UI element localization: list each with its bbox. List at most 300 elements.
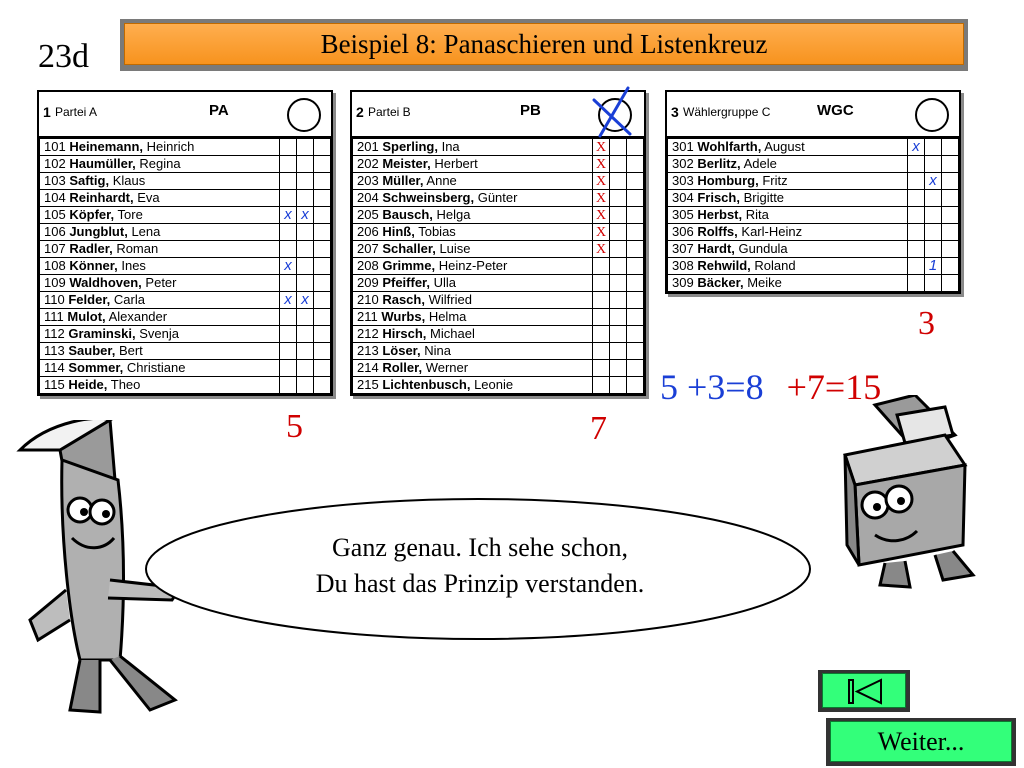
vote-cell[interactable] [593,326,610,343]
candidate-first-name: Regina [139,156,181,171]
candidate-first-name: Tore [117,207,143,222]
candidate-number: 110 [44,292,65,307]
ballot-partei-a [37,90,333,396]
vote-cell[interactable] [593,241,610,258]
vote-cell[interactable] [610,224,627,241]
vote-cell[interactable] [593,377,610,394]
candidate-first-name: Bert [118,343,143,358]
candidate-row [40,241,331,258]
vote-cell[interactable] [297,275,314,292]
candidate-first-name: Werner [425,360,469,375]
vote-mark: X [595,173,607,189]
candidate-last-name: Könner, [69,258,118,273]
candidate-name [353,173,593,190]
vote-cell[interactable] [297,156,314,173]
candidate-last-name: Hinß, [382,224,415,239]
candidate-last-name: Wurbs, [381,309,426,324]
candidate-number: 208 [357,258,379,273]
slide-number: 23d [38,38,89,75]
vote-cell[interactable] [593,360,610,377]
vote-cell[interactable] [593,190,610,207]
vote-cell[interactable] [314,224,331,241]
candidate-name [40,139,280,156]
vote-cell[interactable] [314,377,331,394]
candidate-name [353,224,593,241]
vote-cell[interactable] [942,190,959,207]
candidate-number: 113 [44,343,65,358]
vote-cell[interactable] [280,241,297,258]
vote-cell[interactable] [610,360,627,377]
candidate-row [668,275,959,292]
vote-cell[interactable] [610,241,627,258]
candidate-row [40,190,331,207]
candidate-first-name: Fritz [762,173,788,188]
candidate-row [353,139,644,156]
vote-cell[interactable] [610,207,627,224]
candidate-name [353,360,593,377]
vote-cell[interactable] [593,139,610,156]
candidate-row [40,292,331,309]
candidate-row [40,207,331,224]
candidate-name [353,207,593,224]
skip-button[interactable] [818,670,910,712]
vote-cell[interactable] [908,173,925,190]
candidate-first-name: Heinrich [146,139,195,154]
candidate-last-name: Bäcker, [697,275,744,290]
candidate-last-name: Sommer, [68,360,124,375]
vote-cell[interactable] [314,292,331,309]
next-button[interactable] [826,718,1016,766]
vote-mark: X [595,241,607,257]
candidate-last-name: Pfeiffer, [382,275,431,290]
vote-cell[interactable] [925,241,942,258]
candidate-number: 201 [357,139,379,154]
candidate-last-name: Waldhoven, [69,275,142,290]
vote-cell[interactable] [593,292,610,309]
candidate-row [353,343,644,360]
candidate-name [40,156,280,173]
candidate-last-name: Löser, [382,343,421,358]
vote-cell[interactable] [942,241,959,258]
candidate-name [40,309,280,326]
vote-cell[interactable] [925,190,942,207]
candidate-last-name: Saftig, [69,173,110,188]
vote-cell[interactable] [925,139,942,156]
candidate-row [353,292,644,309]
candidate-number: 214 [357,360,379,375]
vote-cell[interactable] [908,139,925,156]
ballot-header [39,92,331,138]
candidate-name [668,275,908,292]
candidate-first-name: Ulla [433,275,457,290]
sum-partei-b: 7 [590,410,607,447]
candidate-first-name: Lena [131,224,161,239]
vote-cell[interactable] [627,241,644,258]
candidate-number: 304 [672,190,694,205]
candidate-row [353,275,644,292]
candidate-name [668,207,908,224]
candidate-name [353,275,593,292]
vote-cell[interactable] [280,309,297,326]
vote-cell[interactable] [280,377,297,394]
vote-cell[interactable] [297,292,314,309]
candidate-number: 309 [672,275,694,290]
candidate-row [353,360,644,377]
vote-cell[interactable] [610,156,627,173]
vote-cell[interactable] [627,275,644,292]
candidate-row [40,343,331,360]
vote-cell[interactable] [627,343,644,360]
vote-mark: x [284,206,292,223]
vote-cell[interactable] [908,207,925,224]
vote-cell[interactable] [610,275,627,292]
candidate-first-name: Roman [116,241,159,256]
vote-mark: x [912,138,920,155]
vote-cell[interactable] [942,173,959,190]
vote-cell[interactable] [297,377,314,394]
candidate-number: 101 [44,139,66,154]
vote-cell[interactable] [280,258,297,275]
vote-cell[interactable] [908,156,925,173]
party-abbr: PA [209,102,229,119]
candidate-number: 210 [357,292,379,307]
ballot-waehlergruppe-c [665,90,961,294]
candidate-row [668,224,959,241]
vote-cell[interactable] [280,360,297,377]
candidate-number: 106 [44,224,66,239]
candidate-number: 111 [44,309,64,324]
candidate-last-name: Schweinsberg, [382,190,475,205]
vote-cell[interactable] [280,275,297,292]
candidate-row [668,139,959,156]
vote-cell[interactable] [627,156,644,173]
vote-cell[interactable] [925,275,942,292]
candidate-last-name: Rehwild, [697,258,751,273]
candidate-name [353,292,593,309]
candidate-name [353,241,593,258]
candidate-row [40,309,331,326]
candidate-row [353,326,644,343]
vote-cell[interactable] [908,241,925,258]
candidate-first-name: Klaus [112,173,146,188]
candidate-last-name: Radler, [69,241,113,256]
vote-cell[interactable] [627,377,644,394]
vote-cell[interactable] [280,190,297,207]
candidate-last-name: Köpfer, [69,207,115,222]
candidate-name [353,326,593,343]
candidate-name [668,224,908,241]
candidate-number: 301 [672,139,694,154]
candidate-first-name: Anne [426,173,457,188]
title-bar [120,19,968,71]
vote-cell[interactable] [610,292,627,309]
vote-cell[interactable] [593,258,610,275]
vote-cell[interactable] [925,224,942,241]
vote-cell[interactable] [610,377,627,394]
calculation-part-b: +7=15 [786,367,882,407]
vote-cell[interactable] [593,309,610,326]
candidate-number: 308 [672,258,694,273]
vote-cell[interactable] [314,190,331,207]
candidate-number: 103 [44,173,66,188]
vote-cell[interactable] [314,343,331,360]
candidate-row [668,241,959,258]
vote-cell[interactable] [280,224,297,241]
calculation-part-a: 5 +3=8 [660,367,764,407]
vote-cell[interactable] [593,343,610,360]
candidate-last-name: Mulot, [67,309,106,324]
vote-cell[interactable] [314,309,331,326]
candidate-row [40,360,331,377]
vote-cell[interactable] [627,224,644,241]
vote-cell[interactable] [627,139,644,156]
candidate-last-name: Rolffs, [697,224,738,239]
candidate-number: 109 [44,275,66,290]
candidate-number: 212 [357,326,379,341]
slide-title: Beispiel 8: Panaschieren und Listenkreuz [124,23,964,65]
vote-cell[interactable] [925,173,942,190]
vote-mark: X [595,224,607,240]
list-cross-circle[interactable] [287,98,321,132]
ballot-header [667,92,959,138]
vote-cell[interactable] [627,360,644,377]
party-abbr: WGC [817,102,854,119]
candidate-number: 204 [357,190,379,205]
candidate-number: 114 [44,360,65,375]
candidate-row [40,156,331,173]
candidate-name [353,343,593,360]
candidate-name [668,139,908,156]
candidate-row [40,173,331,190]
skip-to-start-icon [823,674,907,709]
candidate-name [40,377,280,394]
candidate-name [40,275,280,292]
candidate-first-name: Theo [110,377,141,392]
candidate-number: 104 [44,190,66,205]
candidate-last-name: Müller, [382,173,424,188]
vote-cell[interactable] [314,241,331,258]
vote-mark: X [595,139,607,155]
vote-cell[interactable] [610,258,627,275]
vote-cell[interactable] [280,343,297,360]
vote-cell[interactable] [925,156,942,173]
vote-cell[interactable] [314,258,331,275]
vote-mark: 1 [928,257,938,274]
vote-cell[interactable] [280,292,297,309]
vote-cell[interactable] [297,258,314,275]
vote-cell[interactable] [627,292,644,309]
vote-cell[interactable] [280,207,297,224]
vote-cell[interactable] [627,326,644,343]
candidate-row [353,309,644,326]
vote-cell[interactable] [925,207,942,224]
vote-cell[interactable] [627,173,644,190]
vote-mark: x [284,291,292,308]
candidate-name [668,258,908,275]
candidate-number: 215 [357,377,379,392]
speech-line-2: Du hast das Prinzip verstanden. [315,569,645,598]
vote-cell[interactable] [942,275,959,292]
candidate-last-name: Wohlfarth, [697,139,762,154]
vote-cell[interactable] [610,343,627,360]
vote-cell[interactable] [610,139,627,156]
candidate-row [668,258,959,275]
candidate-number: 206 [357,224,379,239]
vote-cell[interactable] [942,224,959,241]
vote-cell[interactable] [314,275,331,292]
vote-cell[interactable] [314,139,331,156]
vote-cell[interactable] [908,275,925,292]
vote-cell[interactable] [280,173,297,190]
candidate-row [40,275,331,292]
vote-cell[interactable] [908,190,925,207]
vote-cell[interactable] [627,190,644,207]
next-button-label[interactable]: Weiter... [830,721,1012,762]
vote-cell[interactable] [942,156,959,173]
vote-cell[interactable] [297,326,314,343]
candidate-first-name: Eva [137,190,160,205]
candidate-first-name: Brigitte [743,190,785,205]
vote-cell[interactable] [925,258,942,275]
vote-cell[interactable] [942,207,959,224]
candidate-last-name: Meister, [382,156,431,171]
candidate-last-name: Sperling, [382,139,438,154]
vote-cell[interactable] [610,190,627,207]
candidate-name [668,173,908,190]
vote-cell[interactable] [297,224,314,241]
vote-cell[interactable] [942,258,959,275]
vote-mark: x [284,257,292,274]
vote-cell[interactable] [297,343,314,360]
candidate-number: 115 [44,377,65,392]
candidate-number: 209 [357,275,379,290]
vote-cell[interactable] [297,241,314,258]
candidate-last-name: Lichtenbusch, [382,377,471,392]
candidate-first-name: Wilfried [428,292,472,307]
vote-cell[interactable] [314,207,331,224]
candidate-number: 202 [357,156,379,171]
candidate-last-name: Haumüller, [69,156,136,171]
vote-cell[interactable] [627,309,644,326]
vote-cell[interactable] [314,326,331,343]
vote-cell[interactable] [314,173,331,190]
candidate-number: 105 [44,207,66,222]
vote-cell[interactable] [593,275,610,292]
vote-cell[interactable] [627,258,644,275]
candidate-number: 112 [44,326,65,341]
vote-cell[interactable] [593,156,610,173]
candidate-name [40,241,280,258]
candidate-first-name: Günter [477,190,518,205]
candidate-table [667,138,959,292]
vote-cell[interactable] [593,224,610,241]
candidate-last-name: Sauber, [68,343,116,358]
candidate-row [353,173,644,190]
candidate-name [40,207,280,224]
party-name: Partei B [368,105,411,119]
candidate-first-name: Luise [439,241,471,256]
vote-mark: x [301,206,309,223]
candidate-name [40,360,280,377]
candidate-row [668,207,959,224]
vote-cell[interactable] [314,156,331,173]
vote-cell[interactable] [297,190,314,207]
candidate-last-name: Bausch, [382,207,433,222]
candidate-last-name: Roller, [382,360,423,375]
candidate-last-name: Heide, [68,377,108,392]
vote-cell[interactable] [297,139,314,156]
speech-line-1: Ganz genau. Ich sehe schon, [332,533,628,562]
candidate-row [353,207,644,224]
candidate-number: 306 [672,224,694,239]
candidate-last-name: Frisch, [697,190,740,205]
candidate-first-name: Heinz-Peter [438,258,508,273]
candidate-first-name: Adele [743,156,777,171]
vote-cell[interactable] [942,139,959,156]
candidate-name [40,292,280,309]
vote-cell[interactable] [593,207,610,224]
candidate-first-name: Alexander [108,309,168,324]
candidate-row [668,173,959,190]
party-abbr: PB [520,102,541,119]
vote-cell[interactable] [297,360,314,377]
candidate-row [353,241,644,258]
vote-cell[interactable] [314,360,331,377]
candidate-row [353,258,644,275]
candidate-last-name: Grimme, [382,258,436,273]
party-number: 1 [43,104,51,120]
candidate-name [668,156,908,173]
candidate-first-name: Karl-Heinz [741,224,803,239]
vote-cell[interactable] [610,309,627,326]
candidate-name [353,377,593,394]
candidate-last-name: Reinhardt, [69,190,134,205]
vote-cell[interactable] [297,309,314,326]
candidate-row [353,224,644,241]
party-number: 2 [356,104,364,120]
vote-cell[interactable] [610,326,627,343]
vote-cell[interactable] [610,173,627,190]
candidate-last-name: Jungblut, [69,224,128,239]
candidate-name [353,139,593,156]
candidate-first-name: Rita [745,207,769,222]
vote-cell[interactable] [593,173,610,190]
candidate-first-name: Christiane [126,360,186,375]
candidate-row [40,139,331,156]
party-number: 3 [671,104,679,120]
sum-waehlergruppe-c: 3 [918,305,935,342]
vote-cell[interactable] [280,156,297,173]
candidate-row [40,377,331,394]
vote-cell[interactable] [627,207,644,224]
vote-cell[interactable] [297,207,314,224]
candidate-number: 302 [672,156,694,171]
candidate-row [353,156,644,173]
vote-cell[interactable] [908,224,925,241]
vote-cell[interactable] [908,258,925,275]
candidate-name [40,224,280,241]
vote-cell[interactable] [297,173,314,190]
list-cross-circle[interactable] [915,98,949,132]
vote-cell[interactable] [280,326,297,343]
candidate-first-name: Svenja [139,326,179,341]
ballot-header [352,92,644,138]
candidate-name [353,156,593,173]
vote-cell[interactable] [280,139,297,156]
skip-button-face[interactable] [822,673,906,708]
candidate-row [353,190,644,207]
candidate-first-name: Leonie [474,377,514,392]
